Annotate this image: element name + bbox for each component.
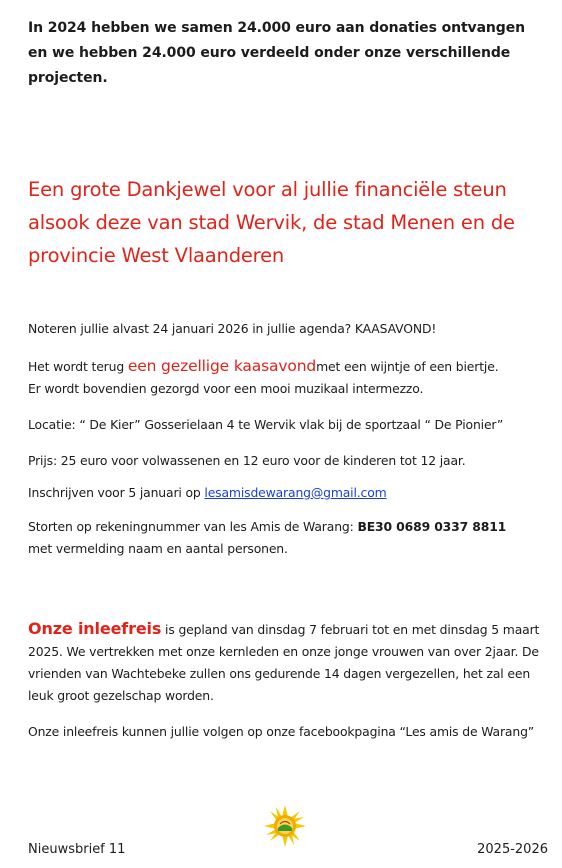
event-description-start: Het wordt terug xyxy=(28,359,128,374)
event-price: Prijs: 25 euro voor volwassenen en 12 euro voor de kinderen tot 12 jaar. xyxy=(28,453,466,468)
sun-logo-icon xyxy=(263,804,307,848)
newsletter-period: 2025-2026 xyxy=(477,842,548,857)
event-description-end: met een wijntje of een biertje. xyxy=(316,359,499,374)
registration-text: Inschrijven voor 5 januari op xyxy=(28,485,205,500)
trip-follow-note: Onze inleefreis kunnen jullie volgen op onze facebookpagina “Les amis de Warang” xyxy=(28,724,535,739)
thank-you-heading: Een grote Dankjewel voor al jullie financiële steun alsook deze van stad Wervik, de stad Menen en de provincie West Vlaanderen xyxy=(28,178,515,267)
event-highlight: een gezellige kaasavond xyxy=(127,357,317,375)
event-save-the-date: Noteren jullie alvast 24 januari 2026 in jullie agenda? KAASAVOND! xyxy=(28,321,437,336)
event-payment xyxy=(28,516,553,560)
payment-text: Storten op rekeningnummer van les Amis de Warang: xyxy=(28,519,358,534)
donations-intro: In 2024 hebben we samen 24.000 euro aan donaties ontvangen en we hebben 24.000 euro verdeeld onder onze verschillende projecten. xyxy=(28,20,525,86)
trip-text: is gepland van dinsdag 7 februari tot en met dinsdag 5 maart 2025. We vertrekken met onze kernleden en onze jonge vrouwen van over 2jaar. De vrienden van Wachtebeke zullen ons gedurende 14 dagen vergezellen, het zal een leuk groot gezelschap worden. xyxy=(28,622,540,703)
event-registration xyxy=(28,482,553,504)
event-location: Locatie: “ De Kier” Gosserielaan 4 te Wervik vlak bij de sportzaal “ De Pionier” xyxy=(28,417,504,432)
event-description xyxy=(28,355,553,400)
trip-paragraph xyxy=(28,618,553,707)
registration-email-link[interactable]: lesamisdewarang@gmail.com xyxy=(204,485,387,500)
newsletter-number: Nieuwsbrief 11 xyxy=(28,842,126,857)
bank-account-number: BE30 0689 0337 8811 xyxy=(357,519,507,534)
payment-instructions: met vermelding naam en aantal personen. xyxy=(28,541,288,556)
event-music-note: Er wordt bovendien gezorgd voor een mooi muzikaal intermezzo. xyxy=(28,381,424,396)
trip-title: Onze inleefreis xyxy=(28,619,162,638)
